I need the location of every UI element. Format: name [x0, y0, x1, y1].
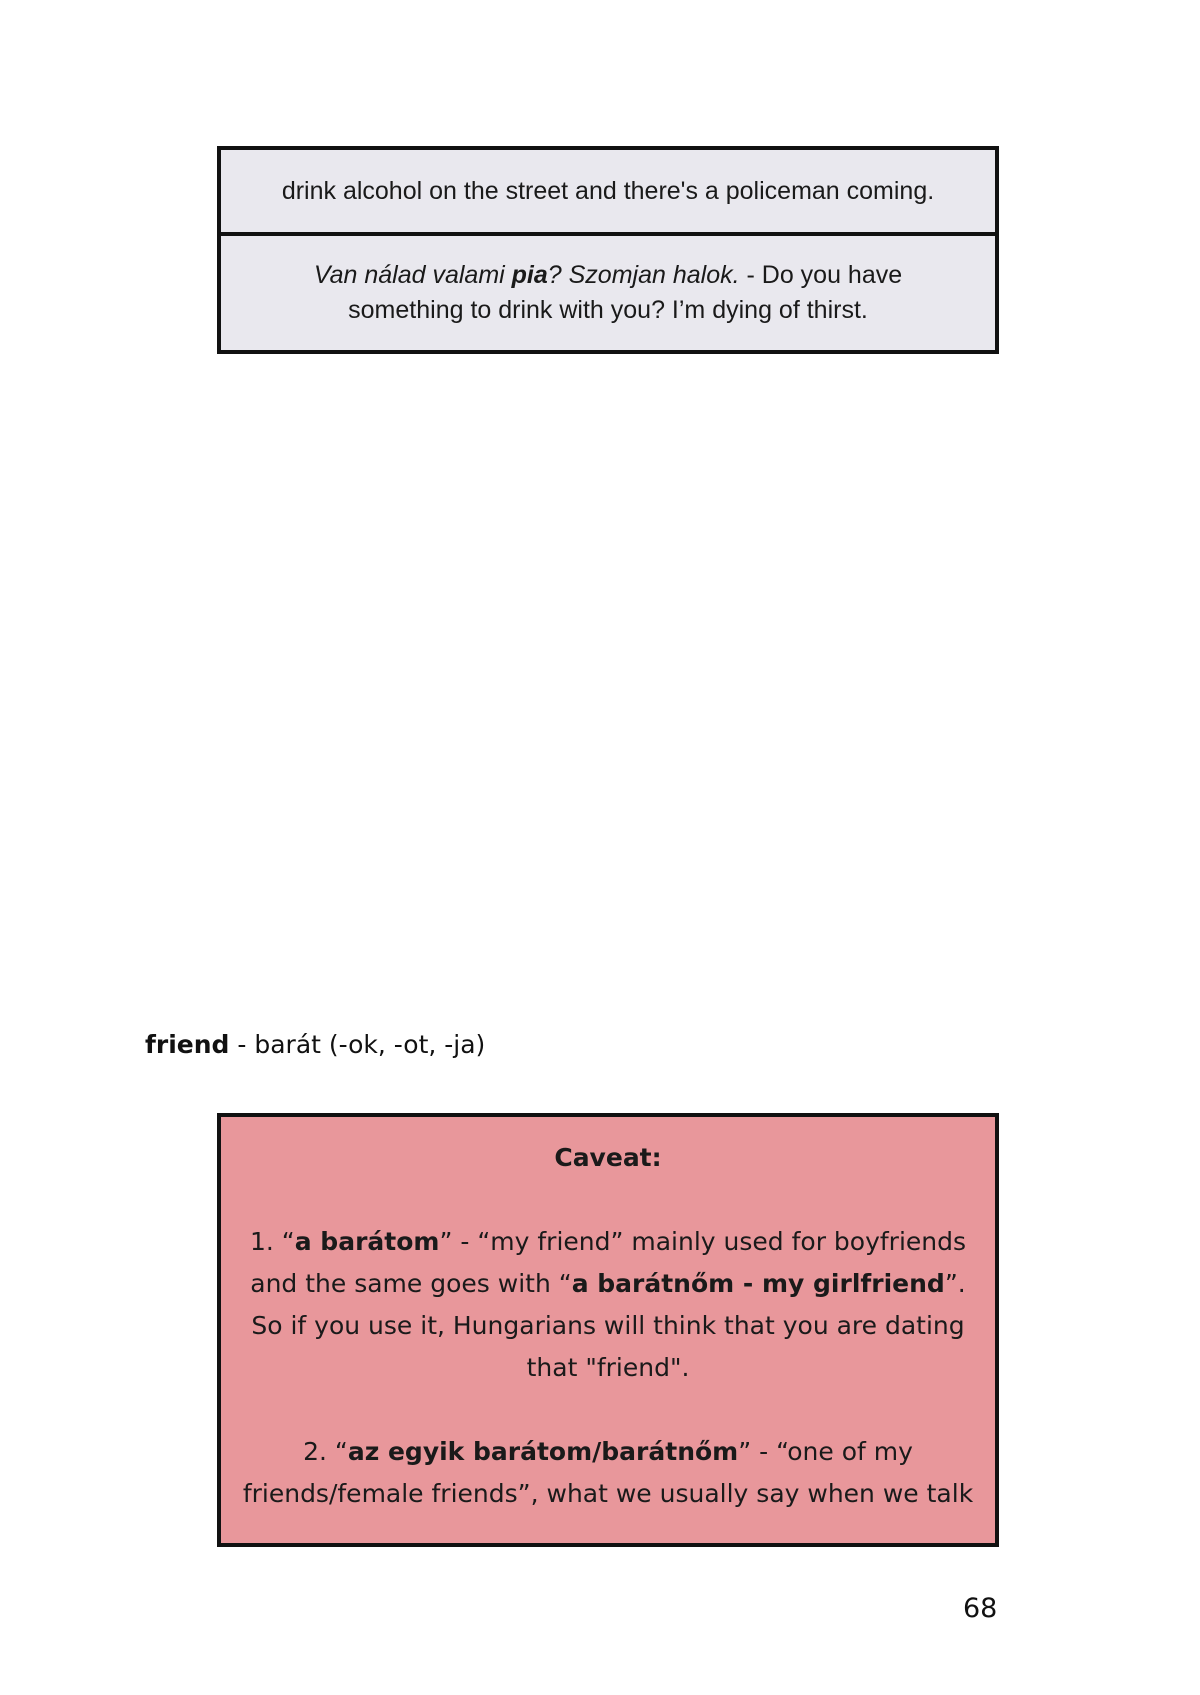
caveat-item-2-term: az egyik barátom/barátnőm — [347, 1437, 739, 1466]
translation-start: - Do you have — [739, 261, 903, 289]
caveat-item-1: 1. “a barátom” - “my friend” mainly used for boyfriends and the same goes with “a barátnőm - my girlfriend”. So if you use it, Hungarians will think that you are dating that "friend". — [249, 1227, 967, 1382]
caveat-item-1-term: a barátom — [294, 1227, 440, 1256]
example-box — [217, 146, 999, 354]
page-number: 68 — [963, 1593, 998, 1624]
caveat-box — [217, 1113, 999, 1547]
vocabulary-entry — [145, 1030, 485, 1059]
hungarian-sentence-end: ? Szomjan halok. — [547, 261, 740, 289]
entry-term: friend — [145, 1030, 230, 1059]
hungarian-sentence-start: Van nálad valami — [313, 261, 512, 289]
entry-definition: - barát (-ok, -ot, -ja) — [229, 1030, 486, 1059]
caveat-title: Caveat: — [554, 1143, 662, 1172]
example-row-context — [221, 150, 995, 236]
caveat-item-1-term-2: a barátnőm - my girlfriend — [571, 1269, 945, 1298]
caveat-item-2: 2. “az egyik barátom/barátnőm” - “one of my friends/female friends”, what we usually say when we talk — [242, 1437, 974, 1508]
translation-line-2: something to drink with you? I’m dying of thirst. — [348, 296, 868, 324]
highlighted-word: pia — [511, 261, 548, 289]
example-row-sentence — [221, 236, 995, 350]
context-text: drink alcohol on the street and there's a policeman coming. — [281, 176, 935, 205]
